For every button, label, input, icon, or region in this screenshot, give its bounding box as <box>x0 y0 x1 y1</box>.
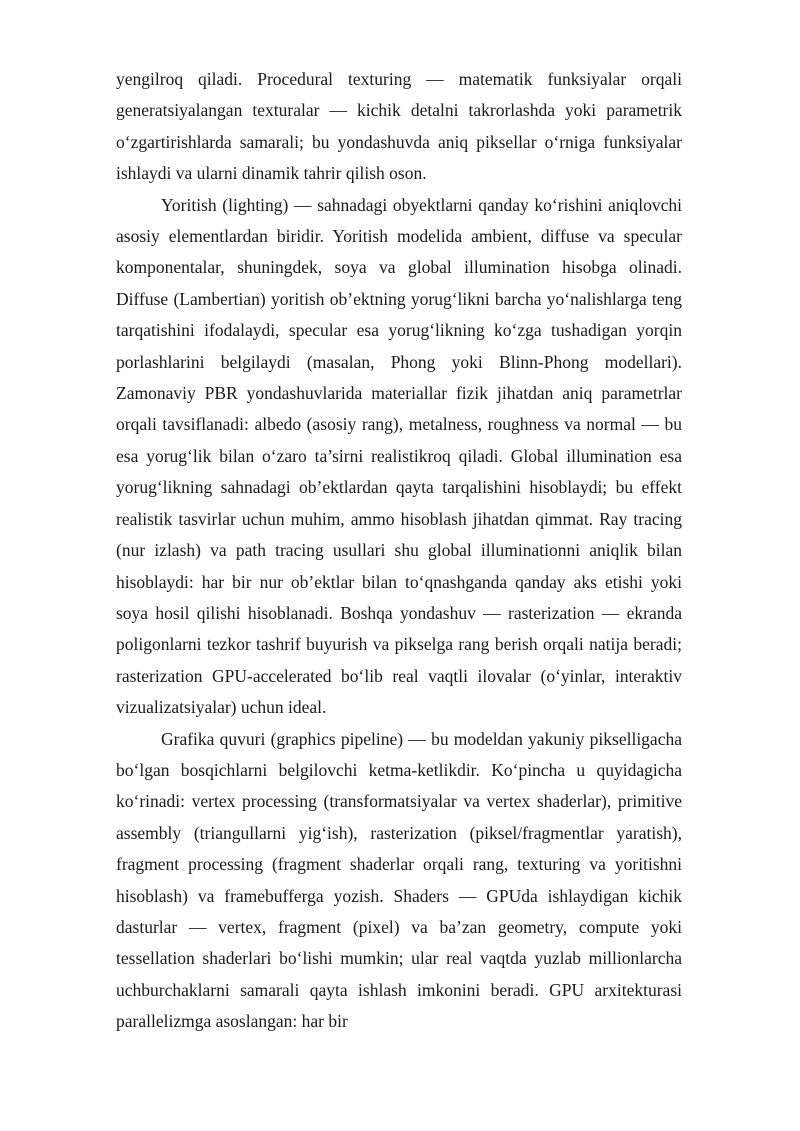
paragraph-3: Grafika quvuri (graphics pipeline) — bu modeldan yakuniy pikselligacha bo‘lgan bosqichlarni belgilovchi ketma-ketlikdir. Ko‘pincha u quyidagicha ko‘rinadi: vertex processing (transformatsiyalar va vertex shaderlar), primitive assembly (triangullarni yig‘ish), rasterization (piksel/fragmentlar yaratish), fragment processing (fragment shaderlar orqali rang, texturing va yoritishni hisoblash) va framebufferga yozish. Shaders — GPUda ishlaydigan kichik dasturlar — vertex, fragment (pixel) va ba’zan geometry, compute yoki tessellation shaderlari bo‘lishi mumkin; ular real vaqtda yuzlab millionlarcha uchburchaklarni samarali qayta ishlash imkonini beradi. GPU arxitekturasi parallelizmga asoslangan: har bir <box>116 728 682 1032</box>
document-body <box>116 64 682 1038</box>
paragraph-2: Yoritish (lighting) — sahnadagi obyektlarni qanday ko‘rishini aniqlovchi asosiy elementlardan biridir. Yoritish modelida ambient, diffuse va specular komponentalar, shuningdek, soya va global illumination hisobga olinadi. Diffuse (Lambertian) yoritish ob’ektning yorug‘likni barcha yo‘nalishlarga teng tarqatishini ifodalaydi, specular esa yorug‘likning ko‘zga tushadigan yorqin porlashlarini belgilaydi (masalan, Phong yoki Blinn-Phong modellari). Zamonaviy PBR yondashuvlarida materiallar fizik jihatdan aniq parametrlar orqali tavsiflanadi: albedo (asosiy rang), metalness, roughness va normal — bu esa yorug‘lik bilan o‘zaro ta’sirni realistikroq qiladi. Global illumination esa yorug‘likning sahnadagi ob’ektlardan qayta tarqalishini hisoblaydi; bu effekt realistik tasvirlar uchun muhim, ammo hisoblash jihatdan qimmat. Ray tracing (nur izlash) va path tracing usullari shu global illuminationni aniqlik bilan hisoblaydi: har bir nur ob’ektlar bilan to‘qnashganda qanday aks etishi yoki soya hosil qilishi hisoblanadi. Boshqa yondashuv — rasterization — ekranda poligonlarni tezkor tashrif buyurish va pikselga rang berish orqali natija beradi; rasterization GPU-accelerated bo‘lib real vaqtli ilovalar (o‘yinlar, interaktiv vizualizatsiyalar) uchun ideal. <box>116 194 682 718</box>
paragraph-1: yengilroq qiladi. Procedural texturing — matematik funksiyalar orqali generatsiyalangan texturalar — kichik detalni takrorlashda yoki parametrik o‘zgartirishlarda samarali; bu yondashuvda aniq piksellar o‘rniga funksiyalar ishlaydi va ularni dinamik tahrir qilish oson. <box>116 69 682 184</box>
